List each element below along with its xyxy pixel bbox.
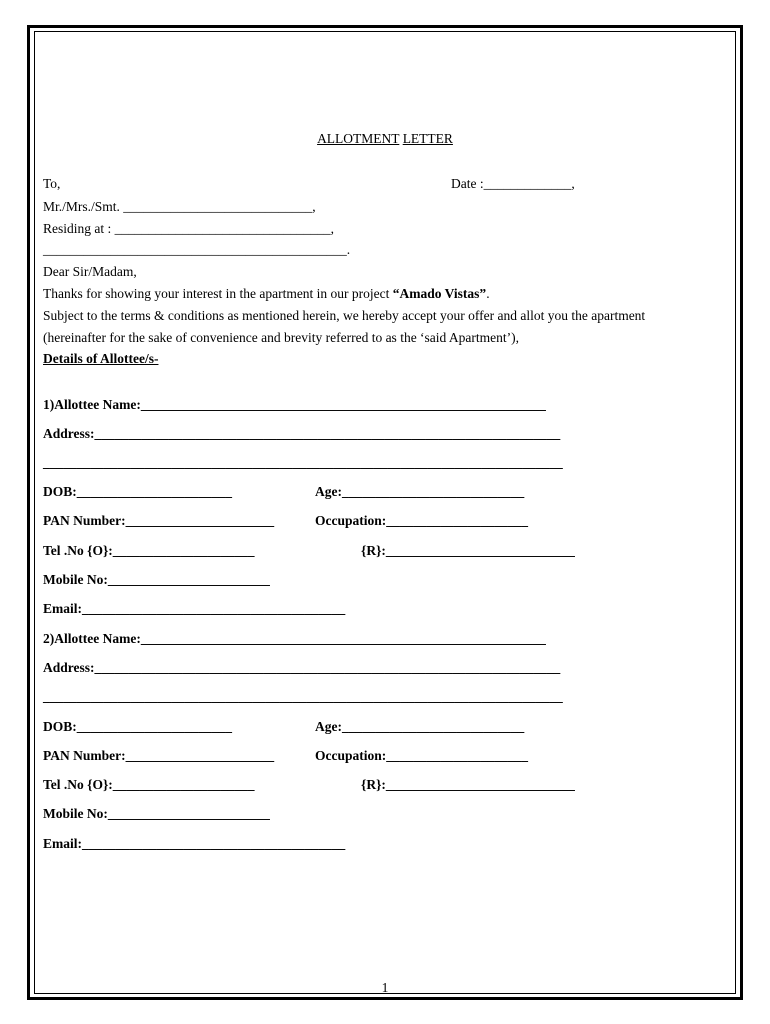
subject-line-2: (hereinafter for the sake of convenience and brevity referred to as the ‘said Apartment’), — [43, 330, 520, 345]
allottee-1-address-continuation: _____________________________________________________________________________ — [43, 455, 563, 470]
allottee-1-pan-field: PAN Number:______________________ — [43, 513, 275, 528]
allottee-1-age-field: Age:___________________________ — [315, 484, 525, 499]
to-label: To, — [43, 176, 61, 191]
allottee-2-pan-field: PAN Number:______________________ — [43, 748, 275, 763]
allottee-1-occupation-field: Occupation:_____________________ — [315, 513, 529, 528]
allottee-2-dob-field: DOB:_______________________ — [43, 719, 232, 734]
date-field: Date :_____________, — [451, 176, 575, 191]
allottee-1-email-field: Email:_______________________________________ — [43, 601, 346, 616]
allottee-2-address-continuation: _____________________________________________________________________________ — [43, 689, 563, 704]
subject-line-1: Subject to the terms & conditions as mentioned herein, we hereby accept your offer and allot you the apartment — [43, 308, 646, 323]
allottee-2-address-field: Address:_____________________________________________________________________ — [43, 660, 561, 675]
project-name: “Amado Vistas” — [392, 286, 487, 301]
allottee-2-age-field: Age:___________________________ — [315, 719, 525, 734]
allottee-2-mobile-field: Mobile No:________________________ — [43, 806, 270, 821]
allottee-2-occupation-field: Occupation:_____________________ — [315, 748, 529, 763]
document-title: ALLOTMENT LETTER — [317, 131, 453, 146]
page-number: 1 — [381, 980, 389, 995]
allottee-2-tel-office-field: Tel .No {O}:_____________________ — [43, 777, 255, 792]
allottee-2-name-field: 2)Allottee Name:____________________________________________________________ — [43, 631, 546, 646]
allottee-2-email-field: Email:_______________________________________ — [43, 836, 346, 851]
allottee-1-address-field: Address:_____________________________________________________________________ — [43, 426, 561, 441]
thanks-paragraph: Thanks for showing your interest in the apartment in our project “Amado Vistas”. — [43, 286, 490, 301]
greeting: Dear Sir/Madam, — [43, 264, 137, 279]
allottee-2-tel-residence-field: {R}:____________________________ — [361, 777, 575, 792]
residing-line: Residing at : ________________________________, — [43, 221, 334, 236]
allottee-1-dob-field: DOB:_______________________ — [43, 484, 232, 499]
allottee-1-tel-office-field: Tel .No {O}:_____________________ — [43, 543, 255, 558]
details-heading: Details of Allottee/s- — [43, 351, 159, 366]
allottee-1-name-field: 1)Allottee Name:____________________________________________________________ — [43, 397, 546, 412]
allottee-1-tel-residence-field: {R}:____________________________ — [361, 543, 575, 558]
address-continuation-line: _____________________________________________. — [43, 242, 351, 257]
recipient-name-line: Mr./Mrs./Smt. ____________________________, — [43, 199, 316, 214]
allottee-1-mobile-field: Mobile No:________________________ — [43, 572, 270, 587]
